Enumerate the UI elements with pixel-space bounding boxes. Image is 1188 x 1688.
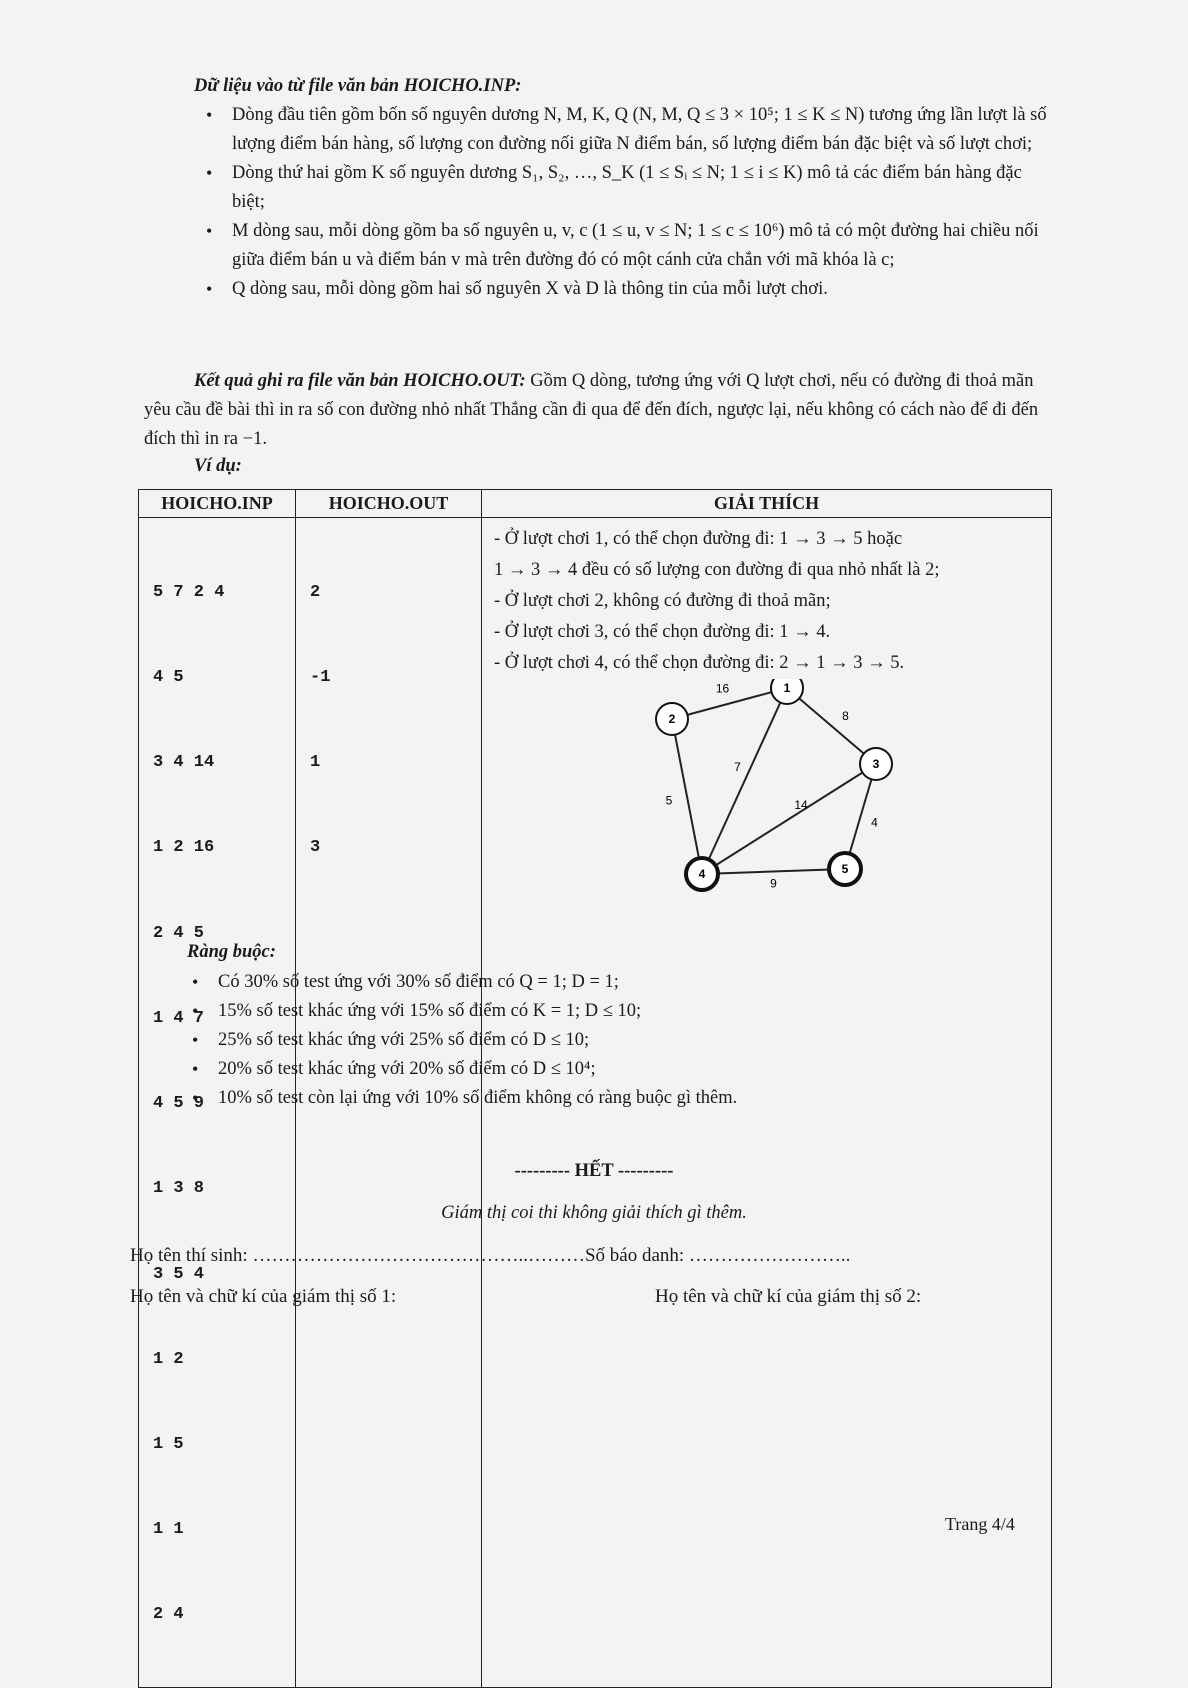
- constraint-item: • 10% số test còn lại ứng với 10% số điểm không có ràng buộc gì thêm.: [180, 1084, 1050, 1113]
- input-heading: Dữ liệu vào từ file văn bản HOICHO.INP:: [194, 76, 522, 96]
- output-paragraph: [144, 367, 1050, 454]
- output-line: 1: [310, 753, 321, 773]
- input-line: 1 1: [153, 1520, 184, 1540]
- input-bullet-3: • M dòng sau, mỗi dòng gồm ba số nguyên u, v, c (1 ≤ u, v ≤ N; 1 ≤ c ≤ 10⁶) mô tả có một đường hai chiều nối giữa điểm bán u và điểm bán v mà trên đường đó có một cánh cửa chắn với mã khóa là c;: [194, 217, 1050, 275]
- output-line: 3: [310, 838, 321, 858]
- graph-node-label: 5: [841, 862, 849, 876]
- explanation-line: - Ở lượt chơi 4, có thể chọn đường đi: 2 → 1 → 3 → 5.: [494, 653, 905, 673]
- header-inp: HOICHO.INP: [139, 490, 296, 518]
- input-line: 1 2 16: [153, 838, 215, 858]
- explanation-line: 1 → 3 → 4 đều có số lượng con đường đi qua nhỏ nhất là 2;: [494, 560, 940, 580]
- graph-node-label: 2: [668, 712, 676, 726]
- explanation-line: - Ở lượt chơi 2, không có đường đi thoả mãn;: [494, 591, 831, 611]
- input-line: 4 5 9: [153, 1094, 205, 1114]
- graph-edge-weight: 5: [665, 793, 673, 808]
- graph-edge-weight: 16: [715, 681, 730, 696]
- graph-edge-2-4: [672, 719, 702, 874]
- graph-edge-4-5: [702, 869, 845, 874]
- input-line: 2 4 5: [153, 923, 205, 943]
- graph-node-label: 4: [698, 867, 706, 881]
- header-explain: GIẢI THÍCH: [482, 490, 1052, 518]
- output-heading: Kết quả ghi ra file văn bản HOICHO.OUT:: [194, 371, 526, 391]
- proctor2-signature: Họ tên và chữ kí của giám thị số 2:: [655, 1286, 922, 1307]
- input-line: 3 5 4: [153, 1264, 205, 1284]
- graph-edge-1-3: [787, 688, 876, 764]
- graph-edge-2-1: [672, 688, 787, 719]
- graph-edge-weight: 7: [734, 760, 741, 774]
- input-line: 3 4 14: [153, 753, 215, 773]
- input-bullet-2: • Dòng thứ hai gồm K số nguyên dương S₁, S₂, …, S_K (1 ≤ Sᵢ ≤ N; 1 ≤ i ≤ K) mô tả các điểm bán hàng đặc biệt;: [194, 159, 1050, 217]
- constraint-item: • 15% số test khác ứng với 15% số điểm có K = 1; D ≤ 10;: [180, 997, 1050, 1026]
- constraint-item: • Có 30% số test ứng với 30% số điểm có Q = 1; D = 1;: [180, 968, 1050, 997]
- output-line: 2: [310, 582, 321, 602]
- proctor-note: Giám thị coi thi không giải thích gì thêm.: [441, 1203, 747, 1223]
- constraint-item: • 25% số test khác ứng với 25% số điểm có D ≤ 10;: [180, 1026, 1050, 1055]
- input-bullet-1: • Dòng đầu tiên gồm bốn số nguyên dương N, M, K, Q (N, M, Q ≤ 3 × 10⁵; 1 ≤ K ≤ N) tương ứng lần lượt là số lượng điểm bán hàng, số lượng con đường nối giữa N điểm bán, số lượng điểm bán đặc biệt và số lượt chơi;: [194, 101, 1050, 159]
- example-label: Ví dụ:: [194, 456, 242, 476]
- graph-edge-weight: 4: [871, 815, 878, 830]
- proctor1-signature: Họ tên và chữ kí của giám thị số 1:: [130, 1286, 397, 1307]
- input-line: 4 5: [153, 668, 184, 688]
- example-graph: [494, 679, 1054, 929]
- input-line: 1 4 7: [153, 1008, 205, 1028]
- graph-edge-weight: 14: [794, 798, 808, 812]
- input-line: 1 2: [153, 1349, 184, 1369]
- output-line: -1: [310, 668, 331, 688]
- input-line: 1 5: [153, 1435, 184, 1454]
- end-mark: --------- HẾT ---------: [514, 1161, 674, 1181]
- graph-node-label: 3: [872, 757, 880, 771]
- constraints-heading: Ràng buộc:: [187, 942, 276, 962]
- candidate-name-line: Họ tên thí sinh: ……………………………………..………Số báo danh: ……………………..: [130, 1245, 851, 1266]
- explanation-line: - Ở lượt chơi 3, có thể chọn đường đi: 1 → 4.: [494, 622, 831, 642]
- constraint-item: • 20% số test khác ứng với 20% số điểm có D ≤ 10⁴;: [180, 1055, 1050, 1084]
- output-text: Gồm Q dòng, tương ứng với Q lượt chơi, nếu có đường đi thoả mãn yêu cầu đề bài thì in ra số con đường nhỏ nhất Thắng cần đi qua để đến đích, ngược lại, nếu không có cách nào để đi đến đích thì in ra −1.: [144, 371, 1039, 449]
- header-out: HOICHO.OUT: [296, 490, 482, 518]
- graph-node-label: 1: [783, 681, 791, 695]
- constraints-list: [180, 968, 1050, 1113]
- input-bullet-4: • Q dòng sau, mỗi dòng gồm hai số nguyên X và D là thông tin của mỗi lượt chơi.: [194, 275, 1050, 304]
- input-line: 5 7 2 4: [153, 582, 225, 602]
- input-line: 1 3 8: [153, 1179, 205, 1199]
- input-bullets: [194, 101, 1050, 304]
- graph-edge-weight: 8: [842, 709, 849, 723]
- explanation-line: - Ở lượt chơi 1, có thể chọn đường đi: 1 → 3 → 5 hoặc: [494, 529, 903, 549]
- page-number: Trang 4/4: [945, 1514, 1015, 1534]
- input-line: 2 4: [153, 1605, 184, 1625]
- graph-edge-weight: 9: [770, 876, 777, 891]
